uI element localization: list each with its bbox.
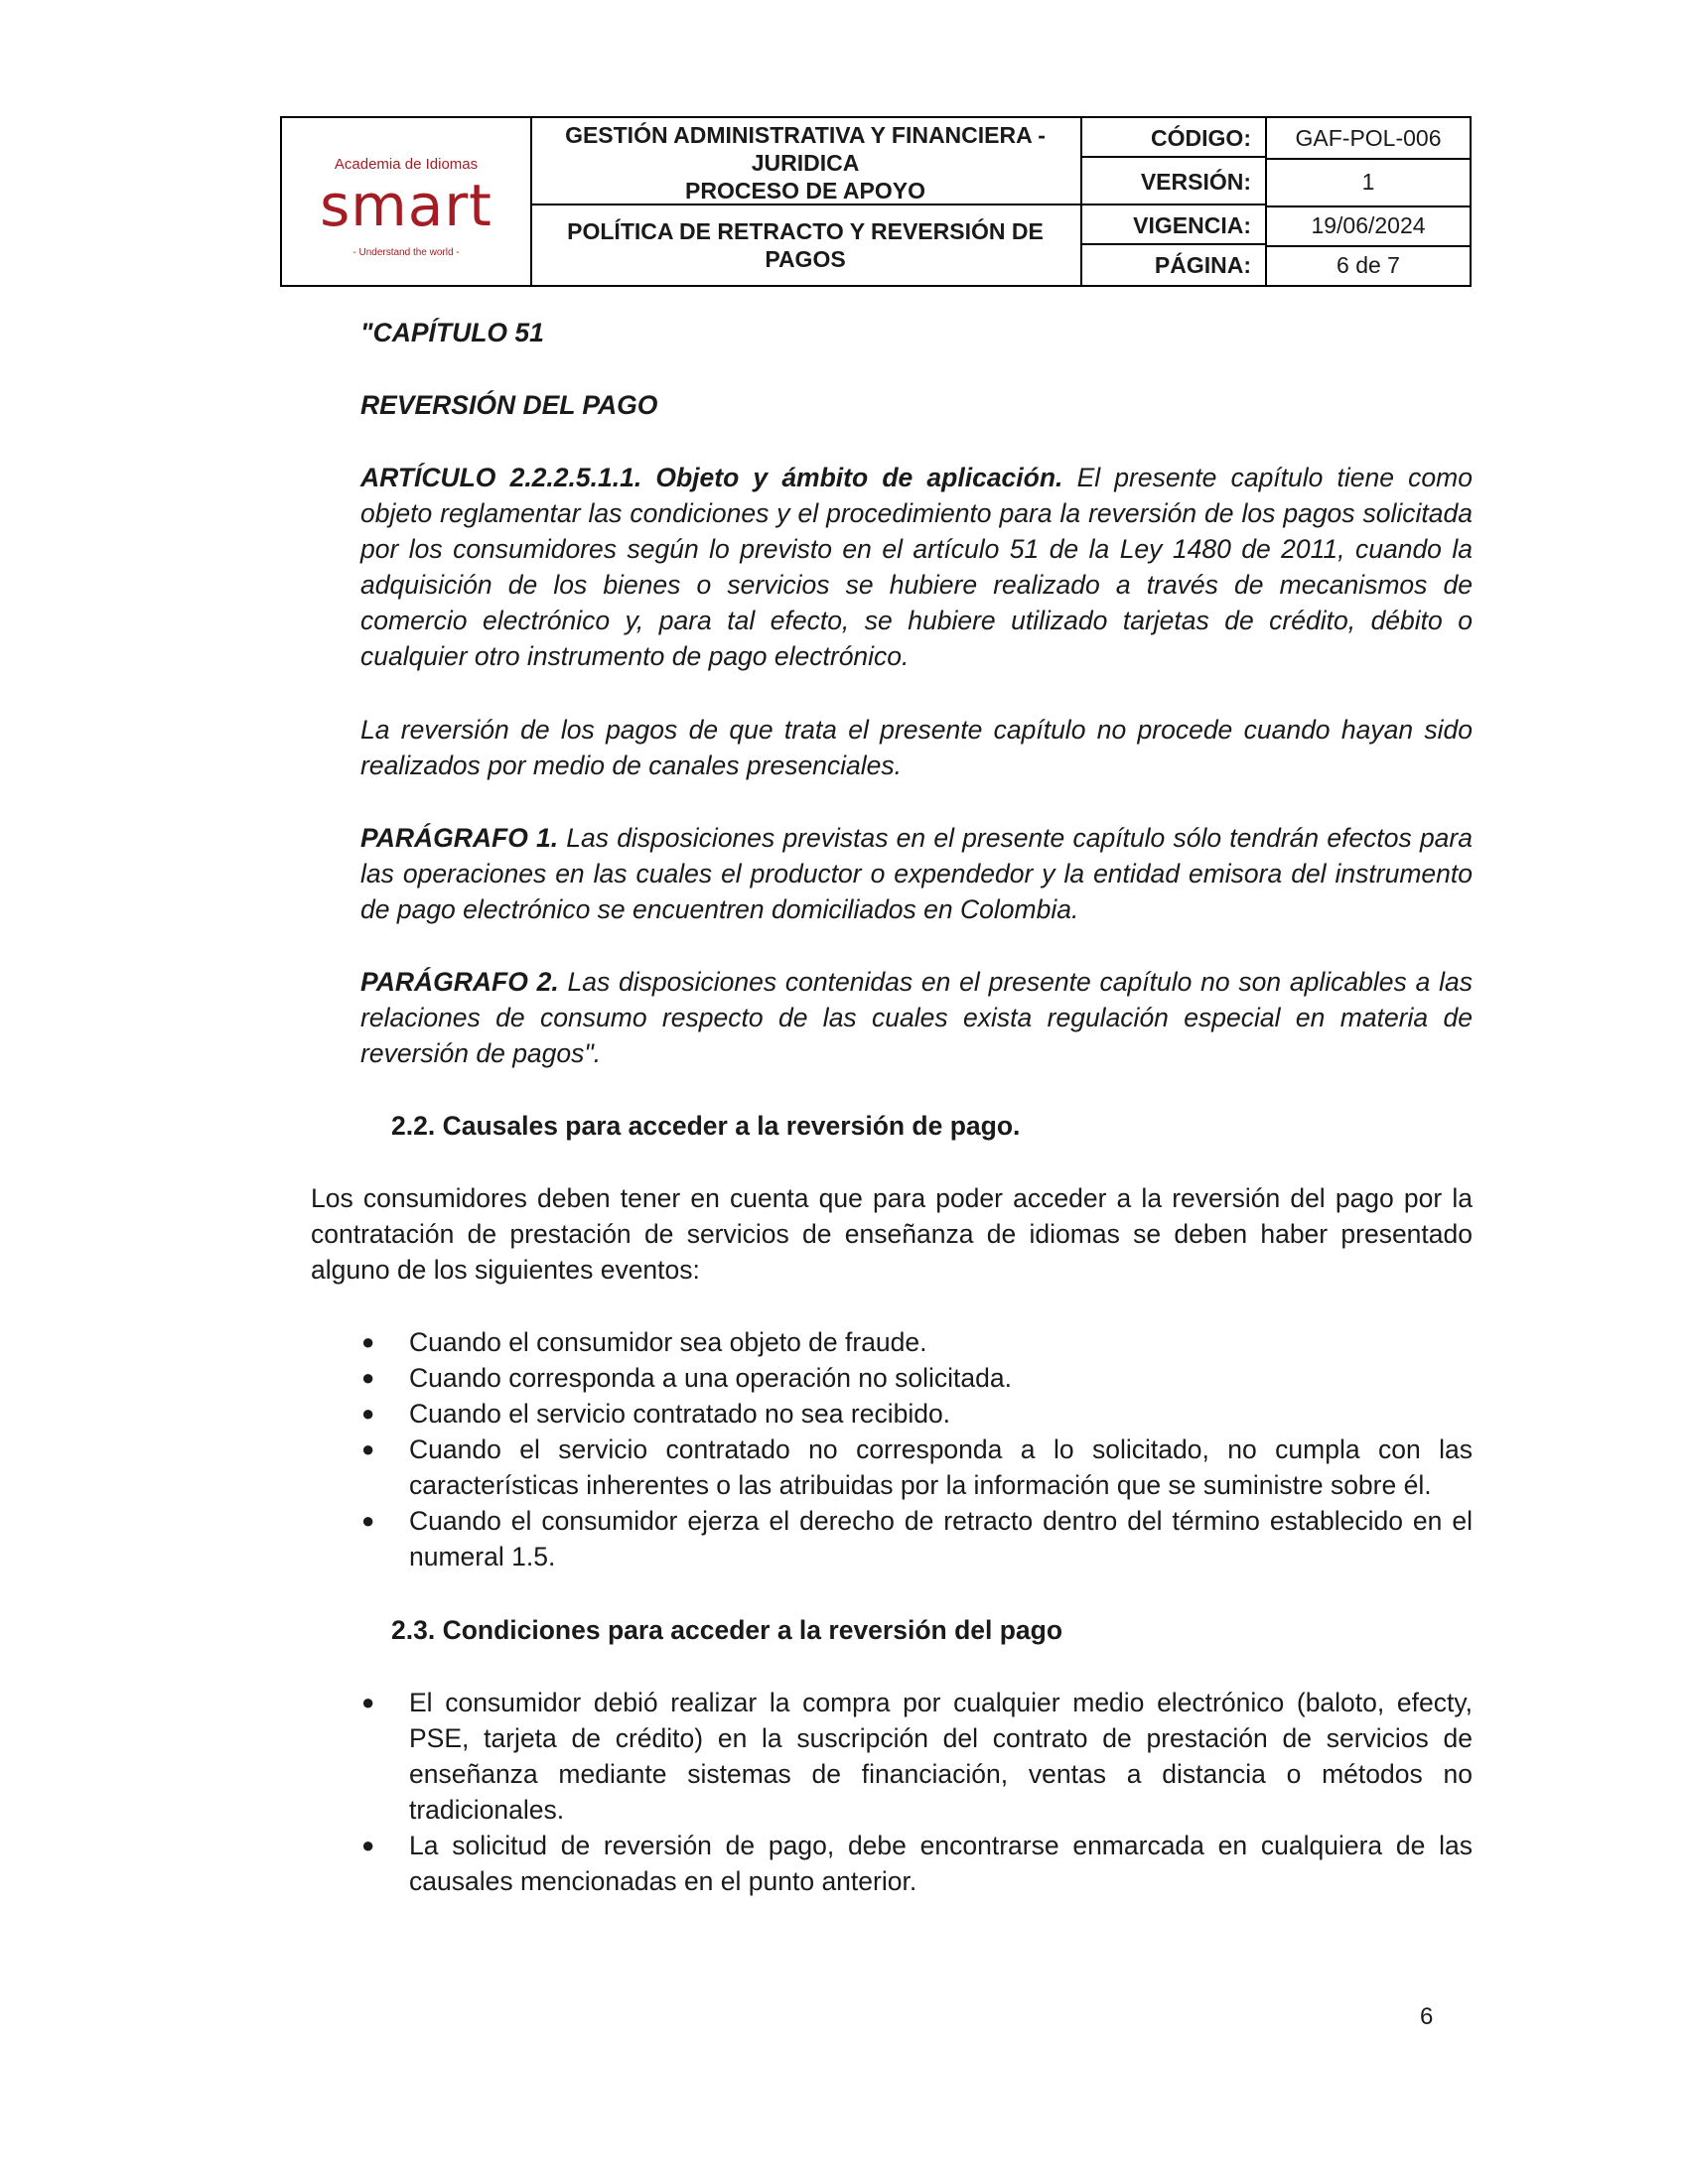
document-header: [280, 116, 1472, 287]
bullet-icon: ●: [361, 1365, 375, 1390]
header-process: PROCESO DE APOYO: [685, 178, 925, 204]
bullet-icon: ●: [361, 1690, 375, 1714]
list-item: ● El consumidor debió realizar la compra por cualquier medio electrónico (baloto, efecty, PSE, tarjeta de crédito) en la suscripción del contrato de prestación de servicios de enseñanza mediante sistemas de financiación, ventas a distancia o métodos no tradicionales.: [359, 1685, 1473, 1828]
section-2-3-list: [359, 1685, 1473, 1899]
version-value: 1: [1267, 158, 1470, 207]
bullet-icon: ●: [361, 1833, 375, 1857]
section-2-3-title: 2.3. Condiciones para acceder a la reversión del pago: [391, 1615, 1063, 1645]
reversal-note: La reversión de los pagos de que trata el presente capítulo no procede cuando hayan sido realizados por medio de canales presenciales.: [360, 715, 1473, 780]
bullet-icon: ●: [361, 1508, 375, 1533]
section-2-2-list: [359, 1324, 1473, 1574]
logo-wordmark: smart: [320, 172, 492, 239]
paragraph-2: [360, 964, 1473, 1071]
pagina-value: 6 de 7: [1336, 252, 1400, 278]
paragraph-1-title: PARÁGRAFO 1.: [360, 823, 559, 853]
article-text: El presente capítulo tiene como objeto reglamentar las condiciones y el procedimiento para la reversión de los pagos solicitada por los consumidores según lo previsto en el artículo 51 de la Ley 1480 de 2011, cuando la adquisición de los bienes o servicios se hubiere realizado a través de mecanismos de comercio electrónico y, para tal efecto, se hubiere utilizado tarjetas de crédito, débito o cualquier otro instrumento de pago electrónico.: [360, 463, 1473, 671]
paragraph-1-text: Las disposiciones previstas en el presente capítulo sólo tendrán efectos para las operaciones en las cuales el productor o expendedor y la entidad emisora del instrumento de pago electrónico se encuentren domiciliados en Colombia.: [360, 823, 1473, 924]
logo: [282, 118, 532, 285]
bullet-icon: ●: [361, 1436, 375, 1461]
header-policy-title: POLÍTICA DE RETRACTO Y REVERSIÓN DE PAGOS: [530, 205, 1082, 285]
list-item: ● Cuando el servicio contratado no corresponda a lo solicitado, no cumpla con las características inherentes o las atribuidas por la información que se suministre sobre él.: [359, 1432, 1473, 1503]
list-item: ● Cuando el consumidor ejerza el derecho de retracto dentro del término establecido en el numeral 1.5.: [359, 1503, 1473, 1574]
article-paragraph: [360, 460, 1473, 674]
paragraph-2-title: PARÁGRAFO 2.: [360, 967, 559, 997]
article-title: ARTÍCULO 2.2.2.5.1.1. Objeto y ámbito de aplicación.: [360, 463, 1063, 492]
codigo-label: CÓDIGO:: [1082, 118, 1267, 158]
header-area-title: GESTIÓN ADMINISTRATIVA Y FINANCIERA - JURIDICA PROCESO DE APOYO: [530, 118, 1082, 205]
paragraph-2-text: Las disposiciones contenidas en el presente capítulo no son aplicables a las relaciones de consumo respecto de las cuales exista regulación especial en materia de reversión de pagos".: [360, 967, 1473, 1068]
page-number: 6: [1420, 2003, 1434, 2030]
logo-subtitle: Academia de Idiomas: [334, 156, 479, 173]
section-2-2-intro: Los consumidores deben tener en cuenta que para poder acceder a la reversión del pago por la contratación de prestación de servicios de enseñanza de idiomas se deben haber presentado alguno de los siguientes eventos:: [311, 1183, 1473, 1285]
bullet-icon: ●: [361, 1329, 375, 1354]
list-item: ● Cuando el consumidor sea objeto de fraude.: [359, 1324, 1473, 1360]
codigo-value: GAF-POL-006: [1267, 118, 1470, 160]
list-item: ● La solicitud de reversión de pago, debe encontrarse enmarcada en cualquiera de las causales mencionadas en el punto anterior.: [359, 1828, 1473, 1899]
bullet-icon: ●: [361, 1401, 375, 1426]
vigencia-label: VIGENCIA:: [1082, 205, 1267, 245]
section-2-2-title: 2.2. Causales para acceder a la reversión de pago.: [391, 1111, 1021, 1141]
chapter-title: REVERSIÓN DEL PAGO: [360, 390, 658, 420]
list-item: ● Cuando el servicio contratado no sea recibido.: [359, 1396, 1473, 1432]
paragraph-1: [360, 820, 1473, 927]
vigencia-value: 19/06/2024: [1267, 205, 1470, 247]
list-item: ● Cuando corresponda a una operación no solicitada.: [359, 1360, 1473, 1396]
version-label: VERSIÓN:: [1082, 158, 1267, 205]
pagina-label: PÁGINA:: [1082, 245, 1267, 285]
chapter-heading: "CAPÍTULO 51: [360, 318, 544, 347]
logo-tagline: - Understand the world -: [352, 247, 460, 258]
